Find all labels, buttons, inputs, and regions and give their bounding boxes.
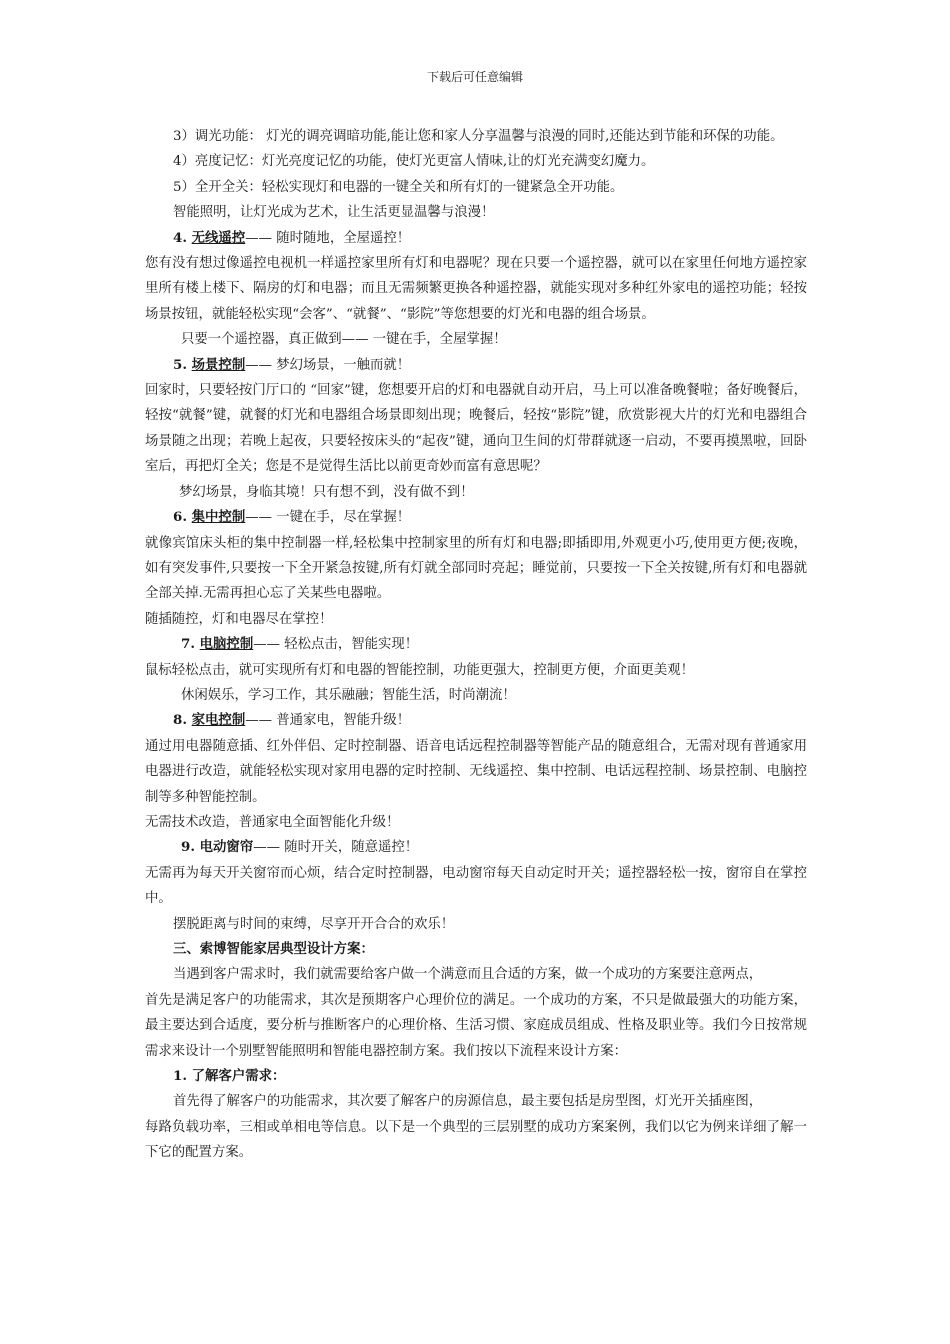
heading-title: 场景控制	[191, 356, 246, 373]
paragraph: 每路负载功率，三相或单相电等信息。以下是一个典型的三层别墅的成功方案案例，我们以它为例来详细了解一下它的配置方案。	[145, 1119, 807, 1161]
heading-number: 6.	[173, 509, 192, 526]
paragraph: 无需技术改造，普通家电全面智能化升级！	[145, 814, 400, 830]
heading-title: 电脑控制	[199, 636, 254, 653]
heading-slogan: —— 梦幻场景，一触而就！	[245, 357, 411, 373]
paragraph: 通过用电器随意插、红外伴侣、定时控制器、语音电话远程控制器等智能产品的随意组合，无需对现有普通家用电器进行改造，就能轻松实现对家用电器的定时控制、无线遥控、集中控制、电话远程控制、场景控制、电脑控制等多种智能控制。	[145, 738, 807, 805]
section-heading	[145, 353, 807, 378]
heading-slogan: —— 随时开关，随意遥控！	[253, 840, 419, 856]
paragraph: 只要一个遥控器，真正做到—— 一键在手，全屋掌握！	[181, 332, 507, 348]
paragraph: 您有没有想过像遥控电视机一样遥控家里所有灯和电器呢？现在只要一个遥控器，就可以在家里任何地方遥控家里所有楼上楼下、隔房的灯和电器；而且无需频繁更换各种遥控器，就能实现对多种红外家电的遥控功能；轻按场景按钮，就能轻松实现“会客”、“就餐”、“影院”等您想要的灯光和电器的组合场景。	[145, 256, 807, 322]
heading-slogan: —— 随时随地，全屋遥控！	[245, 230, 411, 246]
heading-slogan: —— 一键在手，尽在掌握！	[245, 510, 411, 526]
paragraph: 摆脱距离与时间的束缚，尽享开开合合的欢乐！	[173, 916, 455, 932]
heading-number: 7.	[181, 636, 200, 653]
heading-slogan: —— 普通家电，智能升级！	[245, 713, 411, 729]
paragraph: 梦幻场景，身临其境！只有想不到，没有做不到！	[179, 484, 474, 500]
paragraph: 回家时，只要轻按门厅口的 “回家”键，您想要开启的灯和电器就自动开启，马上可以准备晚餐啦；备好晚餐后，轻按“就餐”键，就餐的灯光和电器组合场景即刻出现；晚餐后，轻按“影院”键，欣赏影视大片的灯光和电器组合场景随之出现；若晚上起夜，只要轻按床头的“起夜”键，通向卫生间的灯带群就逐一启动，不要再摸黑啦，回卧室后，再把灯全关；您是不是觉得生活比以前更奇妙而富有意思呢？	[145, 383, 807, 475]
paragraph: 首先是满足客户的功能需求，其次是预期客户心理价位的满足。一个成功的方案，不只是做最强大的功能方案，最主要达到合适度，要分析与推断客户的心理价格、生活习惯、家庭成员组成、性格及职业等。我们今日按常规需求来设计一个别墅智能照明和智能电器控制方案。我们按以下流程来设计方案：	[145, 992, 807, 1059]
heading-title: 家电控制	[191, 712, 246, 729]
heading-number: 4.	[173, 229, 192, 246]
paragraph: 无需再为每天开关窗帘而心烦，结合定时控制器，电动窗帘每天自动定时开关；遥控器轻松一按，窗帘自在掌控中。	[145, 865, 807, 907]
paragraph: 4）亮度记忆：灯光亮度记忆的功能，使灯光更富人情味,让的灯光充满变幻魔力。	[173, 154, 655, 170]
paragraph: 鼠标轻松点击，就可实现所有灯和电器的智能控制，功能更强大，控制更方便，介面更美观！	[145, 662, 695, 678]
heading-title: 集中控制	[191, 509, 246, 526]
paragraph: 3）调光功能： 灯光的调亮调暗功能,能让您和家人分享温馨与浪漫的同时,还能达到节能和环保的功能。	[173, 129, 784, 144]
paragraph: 首先得了解客户的功能需求，其次要了解客户的房源信息，最主要包括是房型图，灯光开关插座图，	[173, 1094, 763, 1110]
paragraph: 休闲娱乐，学习工作，其乐融融；智能生活，时尚潮流！	[181, 687, 516, 703]
paragraph: 5）全开全关：轻松实现灯和电器的一键全关和所有灯的一键紧急全开功能。	[173, 179, 624, 195]
paragraph: 当遇到客户需求时，我们就需要给客户做一个满意而且合适的方案，做一个成功的方案要注意两点，	[173, 967, 763, 983]
heading-slogan: —— 轻松点击，智能实现！	[253, 637, 419, 653]
heading-title: 无线遥控	[191, 229, 246, 246]
section-heading	[145, 226, 807, 251]
section-heading	[145, 632, 807, 657]
section-heading	[145, 505, 807, 530]
paragraph: 三、索博智能家居典型设计方案：	[173, 941, 374, 957]
heading-number: 5.	[173, 356, 192, 373]
page-header: 下载后可任意编辑	[426, 70, 523, 84]
heading-number: 9.	[181, 839, 200, 856]
paragraph: 就像宾馆床头柜的集中控制器一样,轻松集中控制家里的所有灯和电器;即插即用,外观更小巧,使用更方便;夜晚，如有突发事件,只要按一下全开紧急按键,所有灯就全部同时亮起；睡觉前，只要按一下全关按键,所有灯和电器就全部关掉.无需再担心忘了关某些电器啦。	[145, 535, 807, 602]
section-heading	[145, 708, 807, 733]
paragraph: 随插随控，灯和电器尽在掌控！	[145, 611, 333, 627]
paragraph: 智能照明，让灯光成为艺术，让生活更显温馨与浪漫！	[173, 205, 495, 221]
document-body	[145, 124, 807, 1166]
paragraph: 1. 了解客户需求：	[173, 1068, 286, 1085]
heading-number: 8.	[173, 712, 192, 729]
heading-title: 电动窗帘	[199, 839, 254, 856]
section-heading	[145, 835, 807, 860]
